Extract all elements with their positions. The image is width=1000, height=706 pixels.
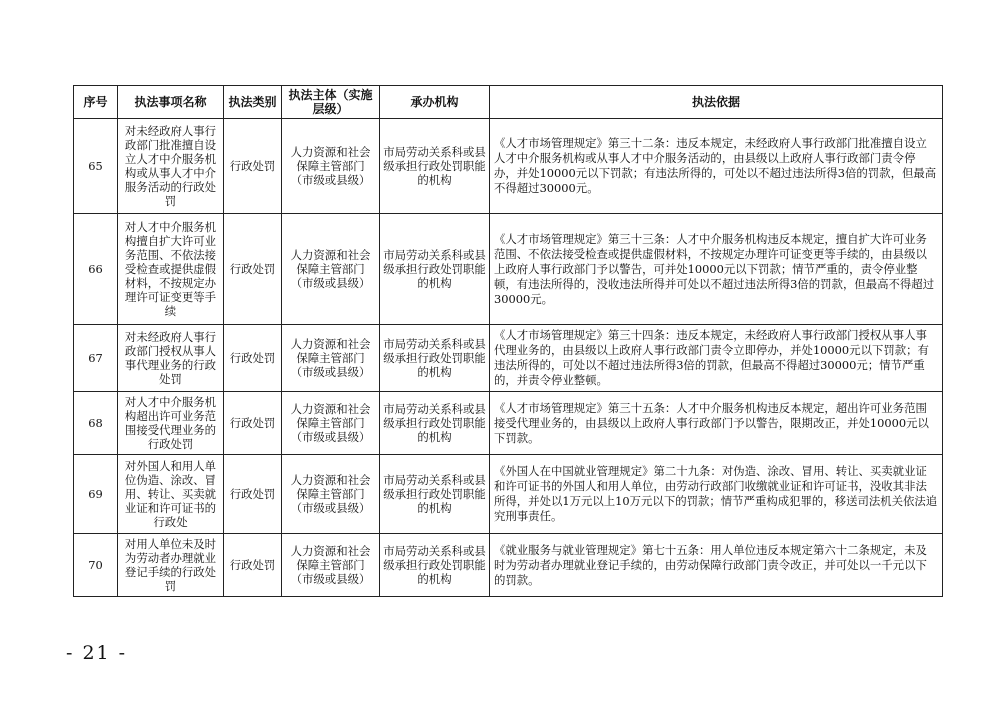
row-item-name: 对未经政府人事行政部门批准擅自设立人才中介服务机构或从事人才中介服务活动的行政处罚: [118, 119, 224, 214]
row-agency: 市局劳动关系科或县级承担行政处罚职能的机构: [380, 392, 490, 455]
row-seq: 70: [74, 534, 118, 597]
table-header-row: [74, 86, 943, 119]
row-subject: 人力资源和社会保障主管部门（市级或县级）: [282, 455, 380, 534]
header-seq: 序号: [74, 86, 118, 119]
table-row: [74, 534, 943, 597]
row-agency: 市局劳动关系科或县级承担行政处罚职能的机构: [380, 455, 490, 534]
row-basis: 《外国人在中国就业管理规定》第二十九条：对伪造、涂改、冒用、转让、买卖就业证和许可证书的外国人和用人单位，由劳动行政部门收缴就业证和许可证书，没收其非法所得，并处以1万元以上10万元以下的罚款；情节严重构成犯罪的，移送司法机关依法追究刑事责任。: [490, 455, 943, 534]
row-category: 行政处罚: [224, 534, 282, 597]
row-category: 行政处罚: [224, 214, 282, 325]
row-seq: 65: [74, 119, 118, 214]
row-category: 行政处罚: [224, 455, 282, 534]
header-basis: 执法依据: [490, 86, 943, 119]
row-subject: 人力资源和社会保障主管部门（市级或县级）: [282, 325, 380, 392]
row-basis: 《人才市场管理规定》第三十四条：违反本规定，未经政府人事行政部门授权从事人事代理业务的，由县级以上政府人事行政部门责令立即停办，并处10000元以下罚款；有违法所得的，可处以不超过违法所得3倍的罚款，但最高不得超过30000元；情节严重的，并责令停业整顿。: [490, 325, 943, 392]
row-item-name: 对外国人和用人单位伪造、涂改、冒用、转让、买卖就业证和许可证书的行政处: [118, 455, 224, 534]
row-subject: 人力资源和社会保障主管部门（市级或县级）: [282, 214, 380, 325]
row-category: 行政处罚: [224, 119, 282, 214]
row-basis: 《人才市场管理规定》第三十五条：人才中介服务机构违反本规定，超出许可业务范围接受代理业务的，由县级以上政府人事行政部门予以警告，限期改正，并处10000元以下罚款。: [490, 392, 943, 455]
row-item-name: 对人才中介服务机构擅自扩大许可业务范围、不依法接受检查或提供虚假材料，不按规定办理许可证变更等手续: [118, 214, 224, 325]
row-seq: 67: [74, 325, 118, 392]
row-item-name: 对用人单位未及时为劳动者办理就业登记手续的行政处罚: [118, 534, 224, 597]
row-item-name: 对人才中介服务机构超出许可业务范围接受代理业务的行政处罚: [118, 392, 224, 455]
row-seq: 69: [74, 455, 118, 534]
law-enforcement-table: [73, 85, 943, 597]
row-seq: 66: [74, 214, 118, 325]
table-row: [74, 214, 943, 325]
row-basis: 《就业服务与就业管理规定》第七十五条：用人单位违反本规定第六十二条规定，未及时为劳动者办理就业登记手续的，由劳动保障行政部门责令改正，并可处以一千元以下的罚款。: [490, 534, 943, 597]
row-agency: 市局劳动关系科或县级承担行政处罚职能的机构: [380, 325, 490, 392]
row-subject: 人力资源和社会保障主管部门（市级或县级）: [282, 119, 380, 214]
table-row: [74, 325, 943, 392]
header-subject: 执法主体（实施层级）: [282, 86, 380, 119]
page-number: - 21 -: [66, 642, 128, 664]
row-agency: 市局劳动关系科或县级承担行政处罚职能的机构: [380, 214, 490, 325]
row-category: 行政处罚: [224, 392, 282, 455]
row-basis: 《人才市场管理规定》第三十二条：违反本规定，未经政府人事行政部门批准擅自设立人才中介服务机构或从事人才中介服务活动的，由县级以上政府人事行政部门责令停办，并处10000元以下罚款；有违法所得的，可处以不超过违法所得3倍的罚款，但最高不得超过30000元。: [490, 119, 943, 214]
row-subject: 人力资源和社会保障主管部门（市级或县级）: [282, 392, 380, 455]
row-subject: 人力资源和社会保障主管部门（市级或县级）: [282, 534, 380, 597]
row-basis: 《人才市场管理规定》第三十三条：人才中介服务机构违反本规定，擅自扩大许可业务范围、不依法接受检查或提供虚假材料，不按规定办理许可证变更等手续的，由县级以上政府人事行政部门予以警告，可并处10000元以下罚款；情节严重的，责令停业整顿，有违法所得的，没收违法所得并可处以不超过违法所得3倍的罚款，但最高不得超过30000元。: [490, 214, 943, 325]
row-agency: 市局劳动关系科或县级承担行政处罚职能的机构: [380, 534, 490, 597]
table-row: [74, 392, 943, 455]
header-name: 执法事项名称: [118, 86, 224, 119]
row-category: 行政处罚: [224, 325, 282, 392]
table-row: [74, 119, 943, 214]
row-agency: 市局劳动关系科或县级承担行政处罚职能的机构: [380, 119, 490, 214]
row-item-name: 对未经政府人事行政部门授权从事人事代理业务的行政处罚: [118, 325, 224, 392]
header-category: 执法类别: [224, 86, 282, 119]
row-seq: 68: [74, 392, 118, 455]
header-agency: 承办机构: [380, 86, 490, 119]
table-row: [74, 455, 943, 534]
